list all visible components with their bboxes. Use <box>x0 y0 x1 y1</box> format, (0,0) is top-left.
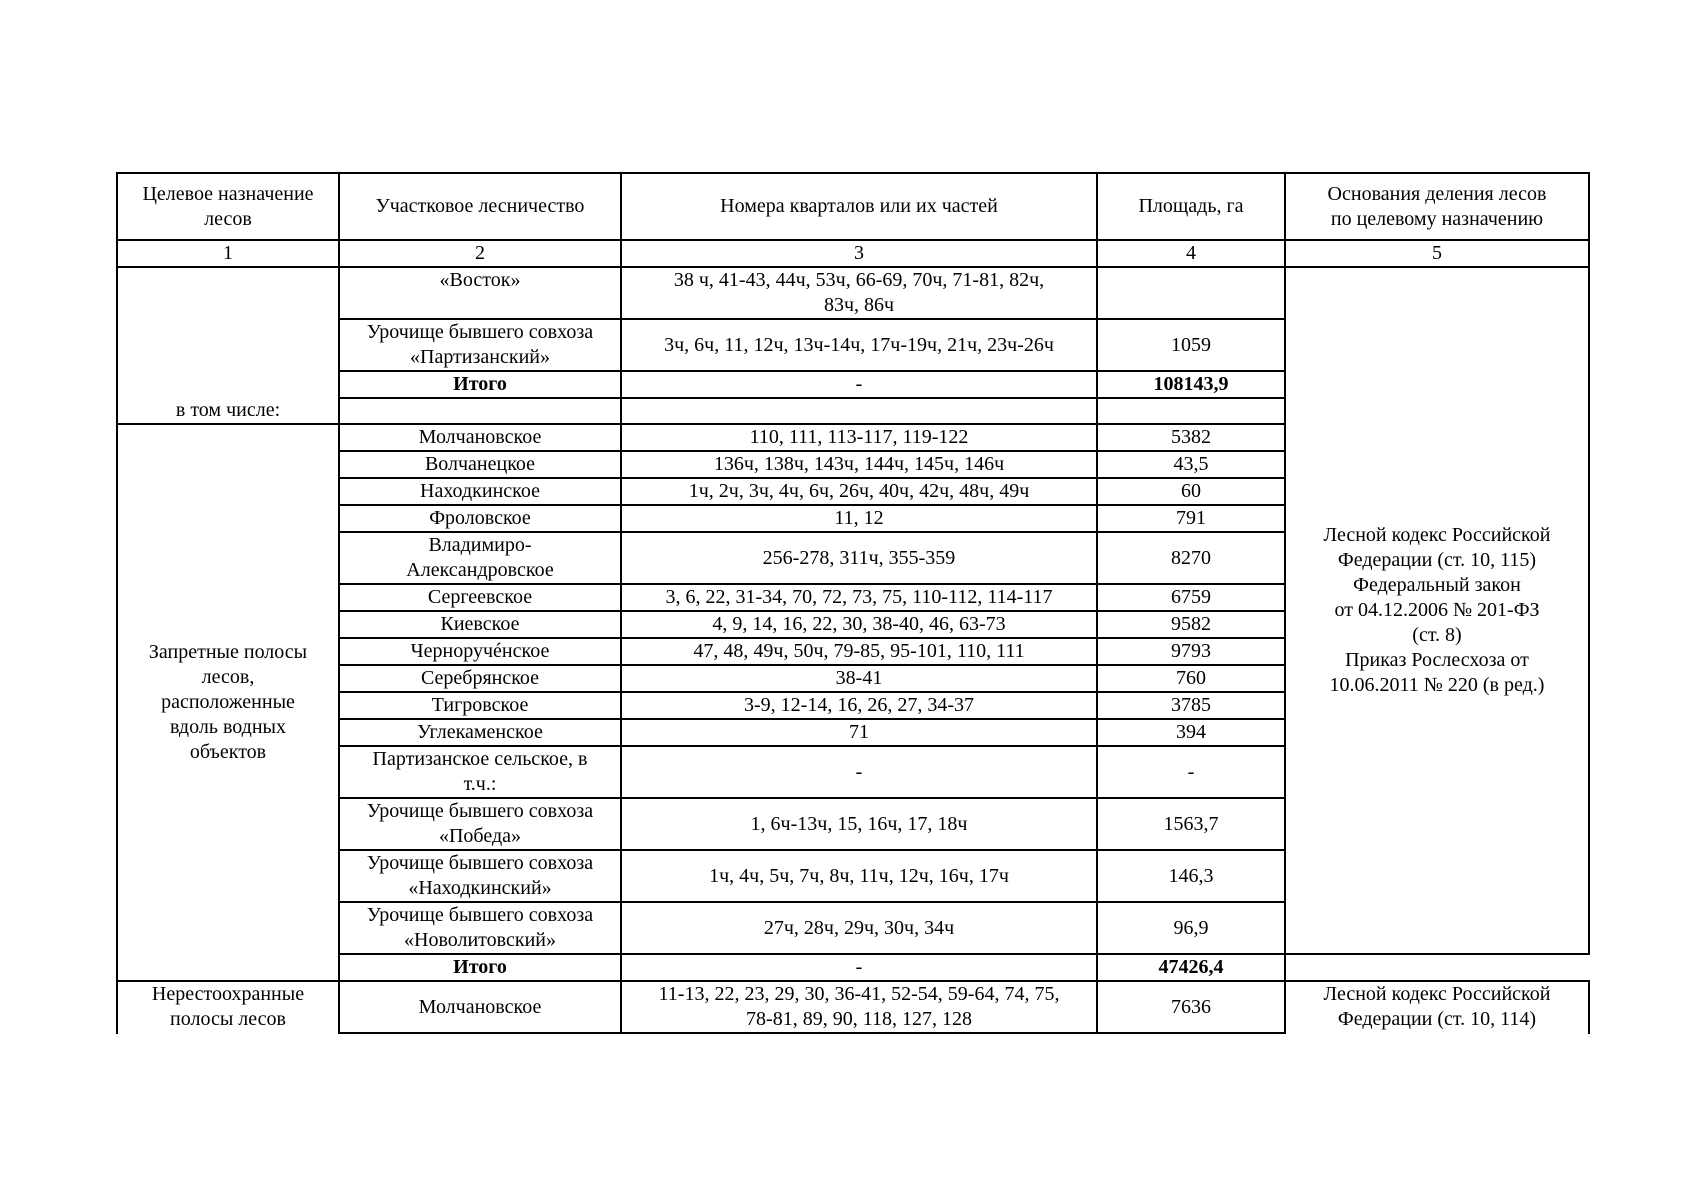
area-cell: 7636 <box>1097 981 1285 1033</box>
quarters-cell: 1ч, 2ч, 3ч, 4ч, 6ч, 26ч, 40ч, 42ч, 48ч, 49ч <box>621 478 1097 505</box>
area-cell: 60 <box>1097 478 1285 505</box>
table-row <box>117 981 1589 1033</box>
forestry-cell: Углекаменское <box>339 719 621 746</box>
header-purpose: Целевое назначение лесов <box>117 173 339 240</box>
forestry-cell: Фроловское <box>339 505 621 532</box>
header-area: Площадь, га <box>1097 173 1285 240</box>
column-number: 3 <box>621 240 1097 267</box>
quarters-cell: 47, 48, 49ч, 50ч, 79-85, 95-101, 110, 111 <box>621 638 1097 665</box>
area-cell: 791 <box>1097 505 1285 532</box>
total-area: 108143,9 <box>1097 371 1285 398</box>
quarters-cell: 1ч, 4ч, 5ч, 7ч, 8ч, 11ч, 12ч, 16ч, 17ч <box>621 850 1097 902</box>
column-number: 2 <box>339 240 621 267</box>
area-cell: 760 <box>1097 665 1285 692</box>
area-cell <box>1097 267 1285 319</box>
area-cell: 5382 <box>1097 424 1285 451</box>
header-basis: Основания деления лесов по целевому назначению <box>1285 173 1589 240</box>
column-number-row <box>117 240 1589 267</box>
header-forestry: Участковое лесничество <box>339 173 621 240</box>
area-cell: 8270 <box>1097 532 1285 584</box>
empty-cell <box>1097 398 1285 424</box>
forestry-cell: Киевское <box>339 611 621 638</box>
area-cell: 9793 <box>1097 638 1285 665</box>
total-label: Итого <box>339 371 621 398</box>
quarters-cell: 11, 12 <box>621 505 1097 532</box>
quarters-cell: - <box>621 954 1097 981</box>
group3-label: Нерестоохранные полосы лесов <box>117 981 339 1033</box>
group2-label: Запретные полосы лесов, расположенные вдоль водных объектов <box>117 424 339 981</box>
area-cell: - <box>1097 746 1285 798</box>
header-row <box>117 173 1589 240</box>
quarters-cell: - <box>621 746 1097 798</box>
quarters-cell: 27ч, 28ч, 29ч, 30ч, 34ч <box>621 902 1097 954</box>
forestry-cell: Владимиро- Александровское <box>339 532 621 584</box>
quarters-cell: 256-278, 311ч, 355-359 <box>621 532 1097 584</box>
forestry-cell: Сергеевское <box>339 584 621 611</box>
area-cell: 1563,7 <box>1097 798 1285 850</box>
forestry-cell: Молчановское <box>339 981 621 1033</box>
forestry-cell: Черноручéнское <box>339 638 621 665</box>
quarters-cell: 1, 6ч-13ч, 15, 16ч, 17, 18ч <box>621 798 1097 850</box>
column-number: 1 <box>117 240 339 267</box>
forestry-cell: «Восток» <box>339 267 621 319</box>
column-number: 5 <box>1285 240 1589 267</box>
area-cell: 3785 <box>1097 692 1285 719</box>
quarters-cell: 4, 9, 14, 16, 22, 30, 38-40, 46, 63-73 <box>621 611 1097 638</box>
forestry-cell: Урочище бывшего совхоза «Находкинский» <box>339 850 621 902</box>
area-cell: 146,3 <box>1097 850 1285 902</box>
quarters-cell: 71 <box>621 719 1097 746</box>
forest-division-table <box>116 172 1590 1034</box>
forestry-cell: Серебрянское <box>339 665 621 692</box>
column-number: 4 <box>1097 240 1285 267</box>
forestry-cell: Урочище бывшего совхоза «Новолитовский» <box>339 902 621 954</box>
empty-cell <box>621 398 1097 424</box>
forestry-cell: Волчанецкое <box>339 451 621 478</box>
quarters-cell: 38 ч, 41-43, 44ч, 53ч, 66-69, 70ч, 71-81, 82ч, 83ч, 86ч <box>621 267 1097 319</box>
area-cell: 1059 <box>1097 319 1285 371</box>
area-cell: 96,9 <box>1097 902 1285 954</box>
area-cell: 6759 <box>1097 584 1285 611</box>
quarters-cell: 38-41 <box>621 665 1097 692</box>
forestry-cell: Партизанское сельское, в т.ч.: <box>339 746 621 798</box>
area-cell: 394 <box>1097 719 1285 746</box>
forestry-cell: Находкинское <box>339 478 621 505</box>
group3-basis: Лесной кодекс Российской Федерации (ст. 10, 114) <box>1285 981 1589 1033</box>
quarters-cell: 136ч, 138ч, 143ч, 144ч, 145ч, 146ч <box>621 451 1097 478</box>
quarters-cell: 3ч, 6ч, 11, 12ч, 13ч-14ч, 17ч-19ч, 21ч, 23ч-26ч <box>621 319 1097 371</box>
forestry-cell: Урочище бывшего совхоза «Партизанский» <box>339 319 621 371</box>
quarters-cell: 11-13, 22, 23, 29, 30, 36-41, 52-54, 59-64, 74, 75, 78-81, 89, 90, 118, 127, 128 <box>621 981 1097 1033</box>
group2-basis: Лесной кодекс Российской Федерации (ст. 10, 115) Федеральный закон от 04.12.2006 № 201-ФЗ (ст. 8) Приказ Рослесхоза от 10.06.2011 № 220 (в ред.) <box>1285 267 1589 954</box>
empty-cell <box>339 398 621 424</box>
table-row <box>117 267 1589 319</box>
area-cell: 43,5 <box>1097 451 1285 478</box>
quarters-cell: 3, 6, 22, 31-34, 70, 72, 73, 75, 110-112, 114-117 <box>621 584 1097 611</box>
quarters-cell: - <box>621 371 1097 398</box>
quarters-cell: 110, 111, 113-117, 119-122 <box>621 424 1097 451</box>
group1-label: в том числе: <box>117 267 339 424</box>
forestry-cell: Тигровское <box>339 692 621 719</box>
header-quarters: Номера кварталов или их частей <box>621 173 1097 240</box>
total-area: 47426,4 <box>1097 954 1285 981</box>
forestry-cell: Молчановское <box>339 424 621 451</box>
area-cell: 9582 <box>1097 611 1285 638</box>
forestry-cell: Урочище бывшего совхоза «Победа» <box>339 798 621 850</box>
quarters-cell: 3-9, 12-14, 16, 26, 27, 34-37 <box>621 692 1097 719</box>
total-label: Итого <box>339 954 621 981</box>
